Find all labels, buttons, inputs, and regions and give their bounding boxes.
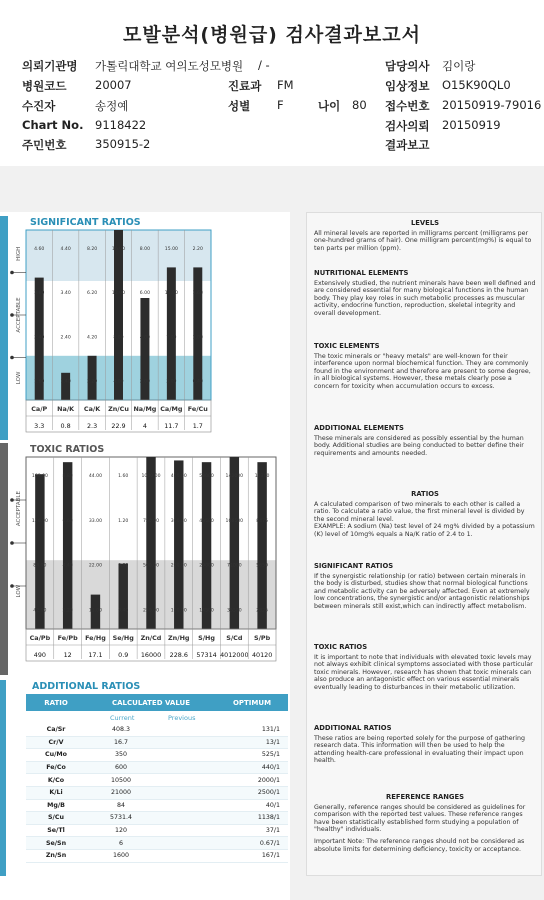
column-value: 3.3 <box>34 422 45 430</box>
ratios-text: A calculated comparison of two minerals to each other is called a ratio. To calculate a ratio value, the first mineral level is divided by the second mineral level. <box>314 500 525 523</box>
report-label: 결과보고 <box>385 138 430 152</box>
additional-ratio-row <box>26 737 288 750</box>
current-cell: 84 <box>116 801 125 809</box>
reference-ranges-title: REFERENCE RANGES <box>385 793 465 801</box>
current-cell: 6 <box>118 839 123 847</box>
current-cell: 21000 <box>110 789 132 797</box>
tick-label: 58000 <box>199 474 214 480</box>
resident-value: 350915-2 <box>95 137 151 151</box>
tick-label: 44.00 <box>88 474 103 480</box>
column-value: 11.7 <box>164 422 179 430</box>
current-cell: 16.7 <box>113 738 129 746</box>
column-name: S/Hg <box>198 634 215 642</box>
column-name: Ca/K <box>83 405 101 413</box>
side-label: ACCEPTABLE <box>16 491 22 527</box>
bar-S/Hg <box>202 462 211 629</box>
tick-label: 14500 <box>199 608 214 614</box>
tick-label: 11.00 <box>164 291 178 297</box>
column-name: Ca/Mg <box>160 405 183 413</box>
current-cell: 350 <box>114 751 128 759</box>
additional-ratios-section <box>0 680 290 880</box>
tick-label: 250.00 <box>142 608 160 614</box>
ratio-cell: Se/Tl <box>47 827 65 835</box>
optimum-cell: 0.67/1 <box>259 839 280 847</box>
institution-value: 가톨릭대학교 여의도성모병원 <box>95 59 244 73</box>
toxic-elements-block <box>314 343 536 391</box>
patient-label: 수진자 <box>22 99 56 113</box>
column-value: 2.3 <box>86 422 98 430</box>
age-label: 나이 <box>318 99 341 113</box>
section-rail <box>0 443 8 675</box>
bar-Fe/Pb <box>63 462 72 629</box>
optimum-cell: 37/1 <box>265 827 280 835</box>
levels-text: All mineral levels are reported in milligrams percent (milligrams per one-hundred grams of hair). One milligram percent(mg%) is equal to ten parts per million (ppm). <box>314 229 532 252</box>
tick-label: 8475 <box>256 518 268 524</box>
reference-ranges-block <box>314 794 536 853</box>
optimum-cell: 2500/1 <box>257 789 280 797</box>
ratios-block <box>314 491 536 539</box>
column-name: Fe/Hg <box>85 634 106 642</box>
ratios-example: EXAMPLE: A sodium (Na) test level of 24 mg% divided by a potassium (K) level of 10mg% equals a Na/K ratio of 2.4 to 1. <box>314 523 535 538</box>
tick-label: 2.00 <box>139 379 151 385</box>
receipt-value: 20150919-79016 <box>442 98 542 112</box>
significant-ratios-ref-title: SIGNIFICANT RATIOS <box>314 562 394 570</box>
tick-label: 4.40 <box>62 563 73 569</box>
request-value: 20150919 <box>442 118 501 132</box>
column-name: Na/Mg <box>133 405 157 413</box>
toxic-elements-title: TOXIC ELEMENTS <box>314 342 380 350</box>
dept-value: FM <box>277 78 294 92</box>
bar-Na/Mg <box>140 298 149 400</box>
column-name: Ca/P <box>31 405 48 413</box>
tick-label: 142000 <box>225 474 244 480</box>
nutritional-text: Extensively studied, the nutrient minerals have been well defined and are considered essential for many biological functions in the human body. They play key roles in such metabolic processes as muscular activity, endocrine function, reproduction, skeletal integrity and overall development. <box>314 279 536 317</box>
col-optimum: OPTIMUM <box>232 698 272 707</box>
additional-elements-text: These minerals are considered as possibly essential by the human body. Additional studies are being conducted to better define their requirements and amounts needed. <box>314 434 524 457</box>
tick-label: 6.60 <box>62 518 73 524</box>
ratio-cell: K/Co <box>47 776 65 784</box>
section-rail <box>0 216 8 440</box>
tick-label: 84.00 <box>33 563 47 569</box>
column-name: Na/K <box>57 405 75 413</box>
column-name: S/Cd <box>226 634 243 642</box>
column-value: 490 <box>33 651 46 659</box>
levels-block <box>314 220 536 252</box>
additional-elements-block <box>314 425 536 457</box>
tick-label: 71000 <box>227 563 242 569</box>
tick-label: 2.20 <box>86 379 98 385</box>
tick-label: 4.00 <box>139 335 151 341</box>
tick-label: 15.00 <box>164 247 178 252</box>
additional-ratio-row <box>26 800 288 813</box>
additional-ratios-rail <box>0 680 6 876</box>
column-name: Zn/Hg <box>168 634 190 642</box>
column-value: 228.6 <box>169 651 188 659</box>
additional-ratios-header <box>26 694 288 711</box>
reference-ranges-text: Generally, reference ranges should be considered as guidelines for comparison with the reported test values. These reference ranges have been statistically established form studying a population of "healthy" individuals. <box>314 803 526 834</box>
ratio-cell: Ca/Sr <box>46 726 66 734</box>
tick-label: 2.40 <box>34 335 45 341</box>
tick-label: 4.60 <box>34 247 45 252</box>
tick-label: 35500 <box>227 608 242 614</box>
significant-ratios-chart <box>0 212 290 440</box>
optimum-cell: 167/1 <box>261 852 280 860</box>
column-value: 0.8 <box>60 422 71 430</box>
bar-Zn/Cd <box>146 457 155 629</box>
tick-label: 1.60 <box>34 379 45 385</box>
tick-label: 1.40 <box>60 379 71 385</box>
tick-label: 6.20 <box>86 291 98 297</box>
additional-ratio-row <box>26 774 288 787</box>
col-calculated: CALCULATED VALUE <box>111 698 190 707</box>
additional-ratio-row <box>26 749 288 762</box>
tick-label: 22.00 <box>88 563 103 569</box>
hospital-code-value: 20007 <box>95 78 132 92</box>
receipt-label: 접수번호 <box>385 99 430 113</box>
additional-elements-title: ADDITIONAL ELEMENTS <box>314 424 404 432</box>
additional-ratios-rows <box>26 724 288 863</box>
doctor-label: 담당의사 <box>385 59 430 73</box>
additional-ratio-row <box>26 724 288 737</box>
column-name: Fe/Cu <box>187 405 208 413</box>
ratio-cell: Mg/B <box>47 801 65 809</box>
tick-label: 29000 <box>199 563 214 569</box>
tick-label: 2.20 <box>62 608 73 614</box>
tick-label: 0.80 <box>118 563 129 569</box>
additional-ratio-row <box>26 812 288 825</box>
tick-label: 1.60 <box>192 291 203 297</box>
tick-label: 4.20 <box>86 335 98 341</box>
additional-ratios-ref-title: ADDITIONAL RATIOS <box>314 724 392 732</box>
clinical-label: 임상정보 <box>385 79 430 93</box>
ratio-cell: Cu/Mo <box>45 751 67 759</box>
side-label: LOW <box>16 371 22 385</box>
column-value: 4 <box>142 422 147 430</box>
column-name: S/Pb <box>254 634 271 642</box>
optimum-cell: 440/1 <box>261 764 280 772</box>
toxic-elements-text: The toxic minerals or "heavy metals" are well-known for their interference upon normal biochemical function. They are commonly found in the environment and therefore are present to some degree, in all biological systems. However, these metals clearly pose a concern for toxicity when accumulation occurs to excess. <box>314 352 531 390</box>
column-name: Ca/Pb <box>29 634 51 642</box>
optimum-cell: 40/1 <box>265 801 280 809</box>
column-value: 40120 <box>251 651 273 659</box>
toxic-ratios-ref-text: It is important to note that individuals with elevated toxic levels may not always exhibit clinical symptoms associated with those particular toxic minerals. However, research has shown that toxic minerals can also produce an antagonistic effect on various essential minerals eventually leading to disturbances in their metabolic utilization. <box>314 653 533 691</box>
optimum-cell: 1138/1 <box>257 814 280 822</box>
tick-label: 11.00 <box>88 608 103 614</box>
sub-current: Current <box>110 714 135 722</box>
tick-label: 16.00 <box>111 247 126 252</box>
optimum-cell: 131/1 <box>261 726 280 734</box>
toxic-ratios-ref-title: TOXIC RATIOS <box>314 643 368 651</box>
significant-ratios-block <box>314 563 536 611</box>
tick-label: 11300 <box>254 474 270 480</box>
section-title: SIGNIFICANT RATIOS <box>30 217 141 228</box>
tick-label: 3.40 <box>60 291 71 297</box>
tick-label: 4.00 <box>113 379 124 385</box>
column-name: Zn/Cu <box>108 405 129 413</box>
section-title: TOXIC RATIOS <box>30 444 105 455</box>
ratio-cell: Se/Sn <box>45 839 67 847</box>
request-label: 검사의뢰 <box>385 119 430 133</box>
tick-label: 750.00 <box>142 518 160 524</box>
bar-Ca/K <box>88 356 97 400</box>
tick-label: 42.00 <box>33 608 47 614</box>
tick-label: 33.00 <box>88 518 103 524</box>
tick-label: 126.00 <box>31 518 48 524</box>
bar-Na/K <box>61 373 70 400</box>
col-ratio: RATIO <box>44 698 68 707</box>
report-title: 모발분석(병원급) 검사결과보고서 <box>123 24 421 46</box>
tick-label: 2.40 <box>60 335 71 341</box>
tick-label: 2.20 <box>192 247 203 252</box>
current-cell: 10500 <box>110 776 132 784</box>
toxic-ratios-block <box>314 644 536 692</box>
resident-label: 주민번호 <box>22 138 67 152</box>
tick-label: 100.00 <box>170 608 187 614</box>
tick-label: 168.00 <box>31 474 48 480</box>
clinical-value: O15K90QL0 <box>442 78 511 92</box>
sex-value: F <box>277 98 284 112</box>
column-value: 0.9 <box>118 651 129 659</box>
tick-label: 3.60 <box>34 291 45 297</box>
ratio-cell: Cr/V <box>48 738 64 746</box>
tick-label: 0.40 <box>118 608 129 614</box>
chart-label: Chart No. <box>22 118 84 132</box>
bar-S/Cd <box>230 457 239 629</box>
side-label: HIGH <box>16 246 22 261</box>
ratio-cell: K/Li <box>49 789 63 797</box>
side-label: ACCEPTABLE <box>16 297 22 333</box>
ratio-cell: S/Cu <box>48 814 64 822</box>
current-cell: 120 <box>114 827 128 835</box>
additional-ratio-row <box>26 762 288 775</box>
tick-label: 2825 <box>256 608 268 614</box>
column-value: 22.9 <box>111 422 126 430</box>
age-value: 80 <box>352 98 367 112</box>
optimum-cell: 2000/1 <box>257 776 280 784</box>
column-value: 17.1 <box>88 651 103 659</box>
tick-label: 106500 <box>225 518 244 524</box>
nutritional-title: NUTRITIONAL ELEMENTS <box>314 269 409 277</box>
tick-label: 400.00 <box>170 474 187 480</box>
current-cell: 600 <box>114 764 128 772</box>
ratios-title: RATIOS <box>411 490 439 498</box>
reference-ranges-note: Important Note: The reference ranges should not be considered as absolute limits for determining deficiency, toxicity or acceptance. <box>314 837 525 853</box>
tick-label: 8.20 <box>86 247 98 252</box>
column-value: 12 <box>63 651 72 659</box>
bar-Ca/Pb <box>33 474 47 629</box>
bar-Zn/Hg <box>174 460 183 629</box>
levels-title: LEVELS <box>410 219 440 227</box>
tick-label: 8.00 <box>139 247 151 252</box>
tick-label: 3.00 <box>166 379 177 385</box>
ratio-cell: Fe/Co <box>46 764 66 772</box>
column-value: 1.7 <box>192 422 203 430</box>
nutritional-block <box>314 270 536 318</box>
column-value: 16000 <box>140 651 162 659</box>
current-cell: 408.3 <box>111 726 131 734</box>
additional-ratios-ref-text: These ratios are being reported solely for the purpose of gathering research data. This information will then be used to help the attending health-care professional in evaluating their impact upon health. <box>314 734 525 765</box>
tick-label: 43500 <box>199 518 214 524</box>
column-name: Fe/Pb <box>57 634 78 642</box>
doctor-value: 김이랑 <box>442 59 476 73</box>
tick-label: 6.00 <box>139 291 151 297</box>
current-cell: 1600 <box>112 852 130 860</box>
tick-label: 0.40 <box>192 379 203 385</box>
additional-ratio-row <box>26 825 288 838</box>
dept-label: 진료과 <box>228 79 262 93</box>
bar-S/Pb <box>257 462 266 629</box>
current-cell: 5731.4 <box>109 814 133 822</box>
tick-label: 1.00 <box>192 335 203 341</box>
significant-ratios-ref-text: If the synergistic relationship (or ratio) between certain minerals in the body is disturbed, studies show that normal biological functions and metabolic activity can be adversely affected. Even at extremely low concentrations, the synergistic and/or antagonistic relationships between minerals still exist,which can indirectly affect metabolism. <box>314 572 530 610</box>
optimum-cell: 13/1 <box>265 738 280 746</box>
chart-value: 9118422 <box>95 118 147 132</box>
sex-label: 성별 <box>228 99 251 113</box>
tick-label: 1.60 <box>118 474 129 480</box>
tick-label: 200.00 <box>170 563 187 569</box>
tick-label: 5650 <box>256 563 268 569</box>
bar-Zn/Cu <box>111 230 126 400</box>
tick-label: 8.00 <box>113 335 124 341</box>
additional-ratio-row <box>26 787 288 800</box>
tick-label: 7.00 <box>166 335 177 341</box>
institution-suffix: / - <box>258 58 270 72</box>
tick-label: 1.20 <box>118 518 129 524</box>
tick-label: 1000.00 <box>141 474 161 480</box>
bar-Se/Hg <box>119 564 128 629</box>
column-value: 57314 <box>196 651 217 659</box>
institution-label: 의뢰기관명 <box>22 59 78 73</box>
additional-ratios-block <box>314 725 536 765</box>
patient-value: 송정예 <box>95 99 129 113</box>
ratio-cell: Zn/Sn <box>45 852 67 860</box>
additional-ratio-row <box>26 850 288 863</box>
tick-label: 300.00 <box>170 518 187 524</box>
side-label: LOW <box>16 584 22 598</box>
additional-ratio-row <box>26 837 288 850</box>
hospital-code-label: 병원코드 <box>22 79 67 93</box>
optimum-cell: 525/1 <box>261 751 280 759</box>
tick-label: 4.40 <box>60 247 71 252</box>
tick-label: 8.80 <box>62 474 73 480</box>
toxic-ratios-chart <box>0 443 290 675</box>
sub-previous: Previous <box>168 714 196 722</box>
column-value: 4012000 <box>220 651 249 659</box>
column-name: Zn/Cd <box>140 634 162 642</box>
column-name: Se/Hg <box>112 634 134 642</box>
additional-ratios-title: ADDITIONAL RATIOS <box>32 681 141 692</box>
tick-label: 12.00 <box>111 291 126 297</box>
tick-label: 500.00 <box>142 563 160 569</box>
